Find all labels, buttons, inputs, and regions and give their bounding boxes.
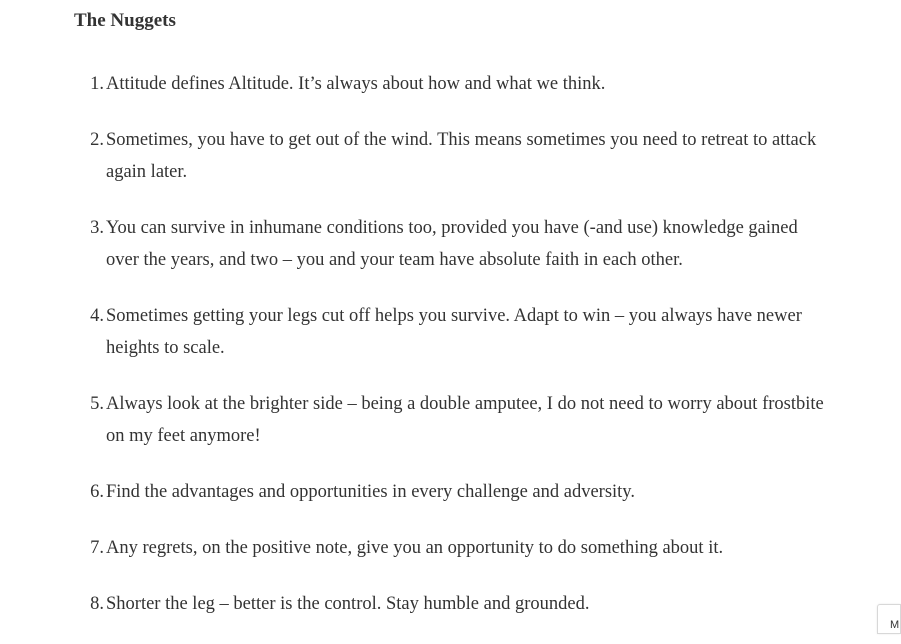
section-heading: The Nuggets bbox=[74, 10, 176, 31]
list-item-text: Any regrets, on the positive note, give you an opportunity to do something about it. bbox=[106, 538, 724, 558]
list-item-number: 4. bbox=[90, 306, 104, 326]
list-item bbox=[74, 532, 834, 564]
nuggets-list bbox=[74, 68, 834, 620]
article-content bbox=[74, 0, 834, 644]
list-item bbox=[74, 476, 834, 508]
list-item-number: 1. bbox=[90, 74, 104, 94]
list-item-text: You can survive in inhumane conditions too, provided you have (-and use) knowledge gained over the years, and two – you and your team have absolute faith in each other. bbox=[106, 218, 798, 270]
list-item-text: Attitude defines Altitude. It’s always about how and what we think. bbox=[106, 74, 606, 94]
list-item-number: 2. bbox=[90, 130, 104, 150]
list-item bbox=[74, 388, 834, 452]
list-item bbox=[74, 68, 834, 100]
floating-corner-widget[interactable] bbox=[877, 604, 901, 634]
list-item bbox=[74, 212, 834, 276]
list-item-text: Find the advantages and opportunities in every challenge and adversity. bbox=[106, 482, 635, 502]
list-item-number: 6. bbox=[90, 482, 104, 502]
list-item-number: 8. bbox=[90, 594, 104, 614]
list-item-number: 7. bbox=[90, 538, 104, 558]
list-item-text: Shorter the leg – better is the control. Stay humble and grounded. bbox=[106, 594, 590, 614]
list-item bbox=[74, 588, 834, 620]
list-item-number: 5. bbox=[90, 394, 104, 414]
corner-widget-glyph: M bbox=[890, 619, 900, 631]
list-item-text: Always look at the brighter side – being a double amputee, I do not need to worry about frostbite on my feet anymore! bbox=[106, 394, 824, 446]
list-item-text: Sometimes, you have to get out of the wind. This means sometimes you need to retreat to attack again later. bbox=[106, 130, 817, 182]
list-item bbox=[74, 300, 834, 364]
list-item-text: Sometimes getting your legs cut off helps you survive. Adapt to win – you always have newer heights to scale. bbox=[106, 306, 802, 358]
list-item bbox=[74, 124, 834, 188]
list-item-number: 3. bbox=[90, 218, 104, 238]
